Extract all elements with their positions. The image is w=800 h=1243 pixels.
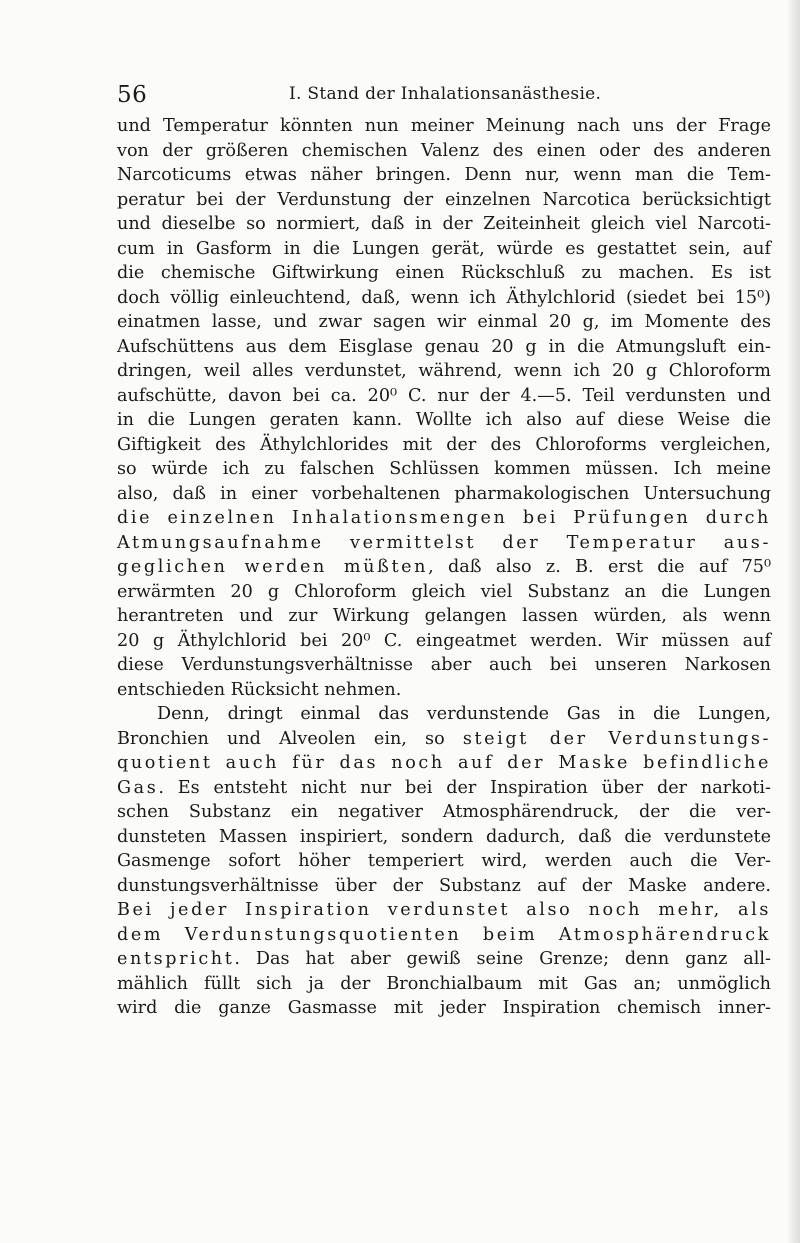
text-line: also, daß in einer vorbehaltenen pharmakologischen Untersuchung bbox=[117, 483, 771, 504]
page-number: 56 bbox=[117, 82, 148, 108]
running-head: I. Stand der Inhalationsanästhesie. bbox=[289, 84, 602, 104]
text-line: mählich füllt sich ja der Bronchialbaum mit Gas an; unmöglich bbox=[117, 973, 771, 994]
spaced-emphasis: Atmungsaufnahme vermittelst der Temperatur aus- bbox=[117, 532, 771, 553]
text-line-spaced bbox=[117, 727, 771, 752]
text-line-spaced bbox=[117, 531, 771, 556]
text-line: erwärmten 20 g Chloroform gleich viel Substanz an die Lungen bbox=[117, 581, 771, 602]
text-line: dringen, weil alles verdunstet, während, wenn ich 20 g Chloroform bbox=[117, 361, 771, 381]
text-line-spaced bbox=[117, 923, 771, 948]
text-line: von der größeren chemischen Valenz des einen oder des anderen bbox=[117, 140, 771, 161]
text-line: in die Lungen geraten kann. Wollte ich also auf diese Weise die bbox=[117, 410, 771, 430]
text-line: 20 g Äthylchlorid bei 20⁰ C. eingeatmet werden. Wir müssen auf bbox=[117, 630, 771, 651]
text-line-spaced bbox=[117, 555, 771, 580]
text-line-spaced bbox=[117, 751, 771, 776]
spaced-emphasis: geglichen werden müßten bbox=[117, 557, 429, 577]
text-line: so würde ich zu falschen Schlüssen kommen müssen. Ich meine bbox=[117, 459, 771, 479]
text-line: diese Verdunstungsverhältnisse aber auch bei unseren Narkosen bbox=[117, 655, 771, 675]
spaced-emphasis: Gas bbox=[117, 777, 159, 798]
text-run: . Es entsteht nicht nur bei der Inspiration über der narkoti- bbox=[158, 777, 771, 798]
spaced-emphasis: dem Verdunstungsquotienten beim Atmosphärendruck bbox=[117, 924, 771, 945]
text-line-spaced bbox=[117, 506, 771, 531]
text-line: aufschütte, davon bei ca. 20⁰ C. nur der 4.—5. Teil verdunsten und bbox=[117, 385, 771, 406]
text-line: schen Substanz ein negativer Atmosphärendruck, der die ver- bbox=[117, 802, 771, 822]
text-line: doch völlig einleuchtend, daß, wenn ich Äthylchlorid (siedet bei 15⁰) bbox=[117, 287, 771, 308]
spaced-emphasis: entspricht bbox=[117, 949, 235, 969]
text-line: herantreten und zur Wirkung gelangen lassen würden, als wenn bbox=[117, 606, 771, 626]
text-line: dunsteten Massen inspiriert, sondern dadurch, daß die verdunstete bbox=[117, 826, 771, 847]
text-run: . Das hat aber gewiß seine Grenze; denn ganz all- bbox=[234, 949, 771, 969]
text-line: die chemische Giftwirkung einen Rückschluß zu machen. Es ist bbox=[117, 263, 771, 283]
text-line: und dieselbe so normiert, daß in der Zeiteinheit gleich viel Narcoti- bbox=[117, 214, 771, 234]
text-line: entschieden Rücksicht nehmen. bbox=[117, 679, 402, 700]
text-line: dunstungsverhältnisse über der Substanz auf der Maske andere. bbox=[117, 875, 771, 896]
text-line: peratur bei der Verdunstung der einzelnen Narcotica berücksichtigt bbox=[117, 189, 771, 210]
text-line: Aufschüttens aus dem Eisglase genau 20 g in die Atmungsluft ein- bbox=[117, 336, 771, 357]
text-line: cum in Gasform in die Lungen gerät, würde es gestattet sein, auf bbox=[117, 238, 771, 259]
text-line-spaced bbox=[117, 947, 771, 972]
text-line-spaced bbox=[117, 776, 771, 801]
body-text bbox=[117, 114, 771, 1021]
text-line: Narcoticums etwas näher bringen. Denn nur, wenn man die Tem- bbox=[117, 165, 771, 185]
spaced-emphasis: Bei jeder Inspiration verdunstet also noch mehr, als bbox=[117, 900, 771, 920]
text-run: , daß also z. B. erst die auf 75⁰ bbox=[428, 557, 772, 577]
page-edge-shadow bbox=[786, 0, 800, 1243]
text-line: Gasmenge sofort höher temperiert wird, werden auch die Ver- bbox=[117, 851, 771, 871]
page-header bbox=[117, 80, 757, 114]
spaced-emphasis: steigt der Verdunstungs- bbox=[462, 728, 771, 749]
text-run: Bronchien und Alveolen ein, so bbox=[117, 728, 463, 749]
paragraph-start-line: Denn, dringt einmal das verdunstende Gas in die Lungen, bbox=[157, 704, 771, 724]
text-line: Giftigkeit des Äthylchlorides mit der des Chloroforms vergleichen, bbox=[117, 434, 771, 455]
spaced-emphasis: quotient auch für das noch auf der Maske befindliche bbox=[117, 753, 771, 773]
text-line: einatmen lasse, und zwar sagen wir einmal 20 g, im Momente des bbox=[117, 312, 771, 332]
text-line-spaced bbox=[117, 898, 771, 923]
text-line: und Temperatur könnten nun meiner Meinung nach uns der Frage bbox=[117, 116, 771, 136]
spaced-emphasis: die einzelnen Inhalationsmengen bei Prüfungen durch bbox=[117, 508, 771, 528]
text-line: wird die ganze Gasmasse mit jeder Inspiration chemisch inner- bbox=[117, 998, 771, 1018]
